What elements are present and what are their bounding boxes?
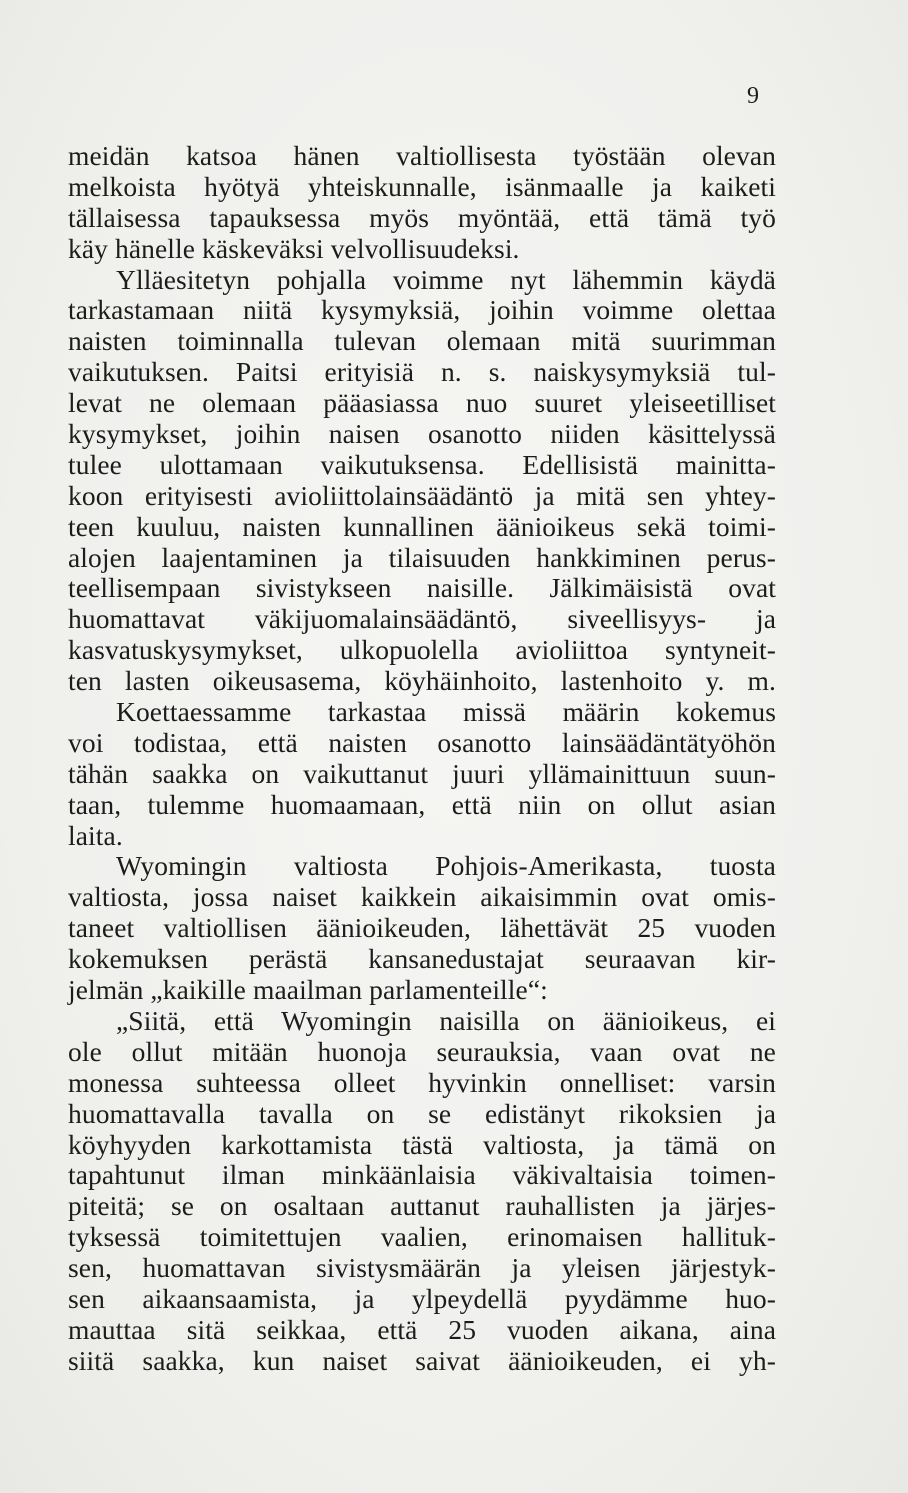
text-line: tarkastamaan niitä kysymyksiä, joihin voimme olettaa (68, 294, 776, 326)
text-line: koon erityisesti avioliittolainsäädäntö ja mitä sen yhtey- (68, 479, 776, 511)
page-number: 9 (747, 83, 759, 109)
text-line: teen kuuluu, naisten kunnallinen äänioikeus sekä toimi- (68, 510, 776, 542)
text-line: meidän katsoa hänen valtiollisesta työstään olevan (68, 140, 776, 171)
text-line: Ylläesitetyn pohjalla voimme nyt lähemmin käydä (116, 263, 776, 295)
text-line: käy hänelle käskeväksi velvollisuudeksi. (68, 232, 520, 264)
text-line: ole ollut mitään huonoja seurauksia, vaan ovat ne (68, 1035, 776, 1067)
text-line: tapahtunut ilman minkäänlaisia väkivaltaisia toimen- (68, 1159, 776, 1191)
text-line: monessa suhteessa olleet hyvinkin onnelliset: varsin (68, 1066, 776, 1098)
text-line: tyksessä toimitettujen vaalien, erinomaisen hallituk- (68, 1221, 776, 1253)
text-line: kysymykset, joihin naisen osanotto niiden käsittelyssä (68, 418, 776, 450)
text-line: laita. (68, 819, 123, 851)
body-text (68, 141, 776, 1377)
text-line: sen aikaansaamista, ja ylpeydellä pyydämme huo- (68, 1282, 776, 1314)
text-line: kokemuksen perästä kansanedustajat seuraavan kir- (68, 943, 776, 975)
text-line: taneet valtiollisen äänioikeuden, lähettävät 25 vuoden (68, 912, 776, 944)
text-line: mauttaa sitä seikkaa, että 25 vuoden aikana, aina (68, 1313, 776, 1345)
text-line: siitä saakka, kun naiset saivat äänioikeuden, ei yh- (68, 1344, 776, 1376)
text-line: piteitä; se on osaltaan auttanut rauhallisten ja järjes- (68, 1190, 776, 1222)
text-line: ten lasten oikeusasema, köyhäinhoito, lastenhoito y. m. (68, 665, 776, 697)
text-line: Koettaessamme tarkastaa missä määrin kokemus (116, 696, 776, 728)
text-line: jelmän „kaikille maailman parlamenteille“: (68, 974, 548, 1006)
text-line: naisten toiminnalla tulevan olemaan mitä suurimman (68, 325, 776, 357)
text-line: Wyomingin valtiosta Pohjois-Amerikasta, tuosta (116, 850, 776, 882)
text-line: „Siitä, että Wyomingin naisilla on äänioikeus, ei (116, 1004, 776, 1036)
text-line: teellisempaan sivistykseen naisille. Jälkimäisistä ovat (68, 572, 776, 604)
text-line: melkoista hyötyä yhteiskunnalle, isänmaalle ja kaiketi (68, 170, 776, 202)
text-line: tulee ulottamaan vaikutuksensa. Edellisistä mainitta- (68, 448, 776, 480)
text-line: köyhyyden karkottamista tästä valtiosta, ja tämä on (68, 1128, 776, 1160)
text-line: taan, tulemme huomaamaan, että niin on ollut asian (68, 788, 776, 820)
text-line: alojen laajentaminen ja tilaisuuden hankkiminen perus- (68, 541, 776, 573)
text-line: valtiosta, jossa naiset kaikkein aikaisimmin ovat omis- (68, 881, 776, 913)
text-line: vaikutuksen. Paitsi erityisiä n. s. naiskysymyksiä tul- (68, 356, 776, 388)
text-line: tähän saakka on vaikuttanut juuri yllämainittuun suun- (68, 757, 776, 789)
text-line: sen, huomattavan sivistysmäärän ja yleisen järjestyk- (68, 1252, 776, 1284)
text-line: huomattavalla tavalla on se edistänyt rikoksien ja (68, 1097, 776, 1129)
text-line: kasvatuskysymykset, ulkopuolella avioliittoa syntyneit- (68, 634, 776, 666)
text-line: huomattavat väkijuomalainsäädäntö, siveellisyys- ja (68, 603, 776, 635)
text-line: levat ne olemaan pääasiassa nuo suuret yleiseetilliset (68, 387, 776, 419)
text-line: voi todistaa, että naisten osanotto lainsäädäntätyöhön (68, 726, 776, 758)
text-line: tällaisessa tapauksessa myös myöntää, että tämä työ (68, 201, 776, 233)
